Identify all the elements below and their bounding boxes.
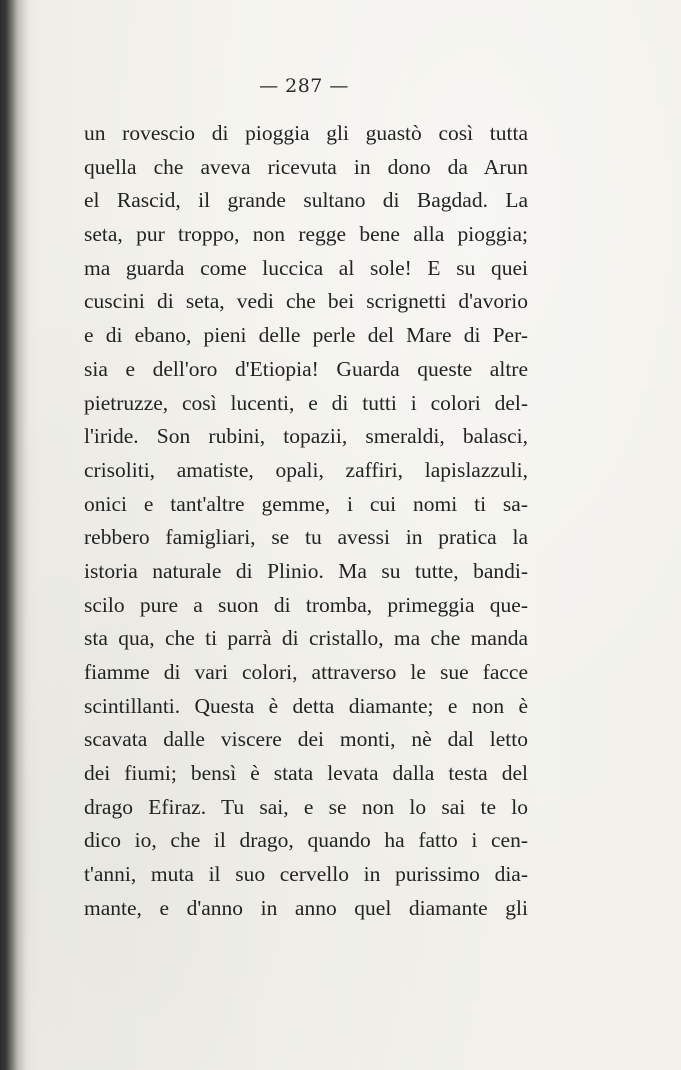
text-line: cuscini di seta, vedi che bei scrignetti d'avorio [84, 289, 528, 314]
text-line: sta qua, che ti parrà di cristallo, ma che manda [84, 626, 528, 651]
text-line: l'iride. Son rubini, topazii, smeraldi, balasci, [84, 424, 528, 449]
text-line: drago Efiraz. Tu sai, e se non lo sai te lo [84, 794, 528, 819]
text-line: scilo pure a suon di tromba, primeggia que- [84, 592, 528, 617]
text-line: dei fiumi; bensì è stata levata dalla testa del [84, 761, 528, 786]
text-line: scavata dalle viscere dei monti, nè dal letto [84, 727, 528, 752]
text-line: mante, e d'anno in anno quel diamante gli [84, 895, 528, 920]
text-line: scintillanti. Questa è detta diamante; e non è [84, 693, 528, 718]
text-line: ma guarda come luccica al sole! E su quei [84, 255, 528, 280]
book-binding-edge [0, 0, 30, 1070]
text-line: sia e dell'oro d'Etiopia! Guarda queste altre [84, 356, 528, 381]
text-line: e di ebano, pieni delle perle del Mare di Per- [84, 323, 528, 348]
text-line: dico io, che il drago, quando ha fatto i cen- [84, 828, 528, 853]
text-line: crisoliti, amatiste, opali, zaffiri, lapislazzuli, [84, 457, 528, 482]
text-line: seta, pur troppo, non regge bene alla pioggia; [84, 222, 528, 247]
page-number: — 287 — [259, 75, 349, 97]
text-line: quella che aveva ricevuta in dono da Arun [84, 154, 528, 179]
text-line: rebbero famigliari, se tu avessi in pratica la [84, 525, 528, 550]
text-line: onici e tant'altre gemme, i cui nomi ti sa- [84, 491, 528, 516]
text-line: pietruzze, così lucenti, e di tutti i colori del- [84, 390, 528, 415]
text-line: istoria naturale di Plinio. Ma su tutte, bandi- [84, 558, 528, 583]
text-line: un rovescio di pioggia gli guastò così tutta [84, 121, 528, 145]
text-line: t'anni, muta il suo cervello in purissimo dia- [84, 862, 528, 887]
text-line: fiamme di vari colori, attraverso le sue facce [84, 660, 528, 684]
body-text [84, 117, 528, 926]
text-line: el Rascid, il grande sultano di Bagdad. La [84, 188, 528, 213]
